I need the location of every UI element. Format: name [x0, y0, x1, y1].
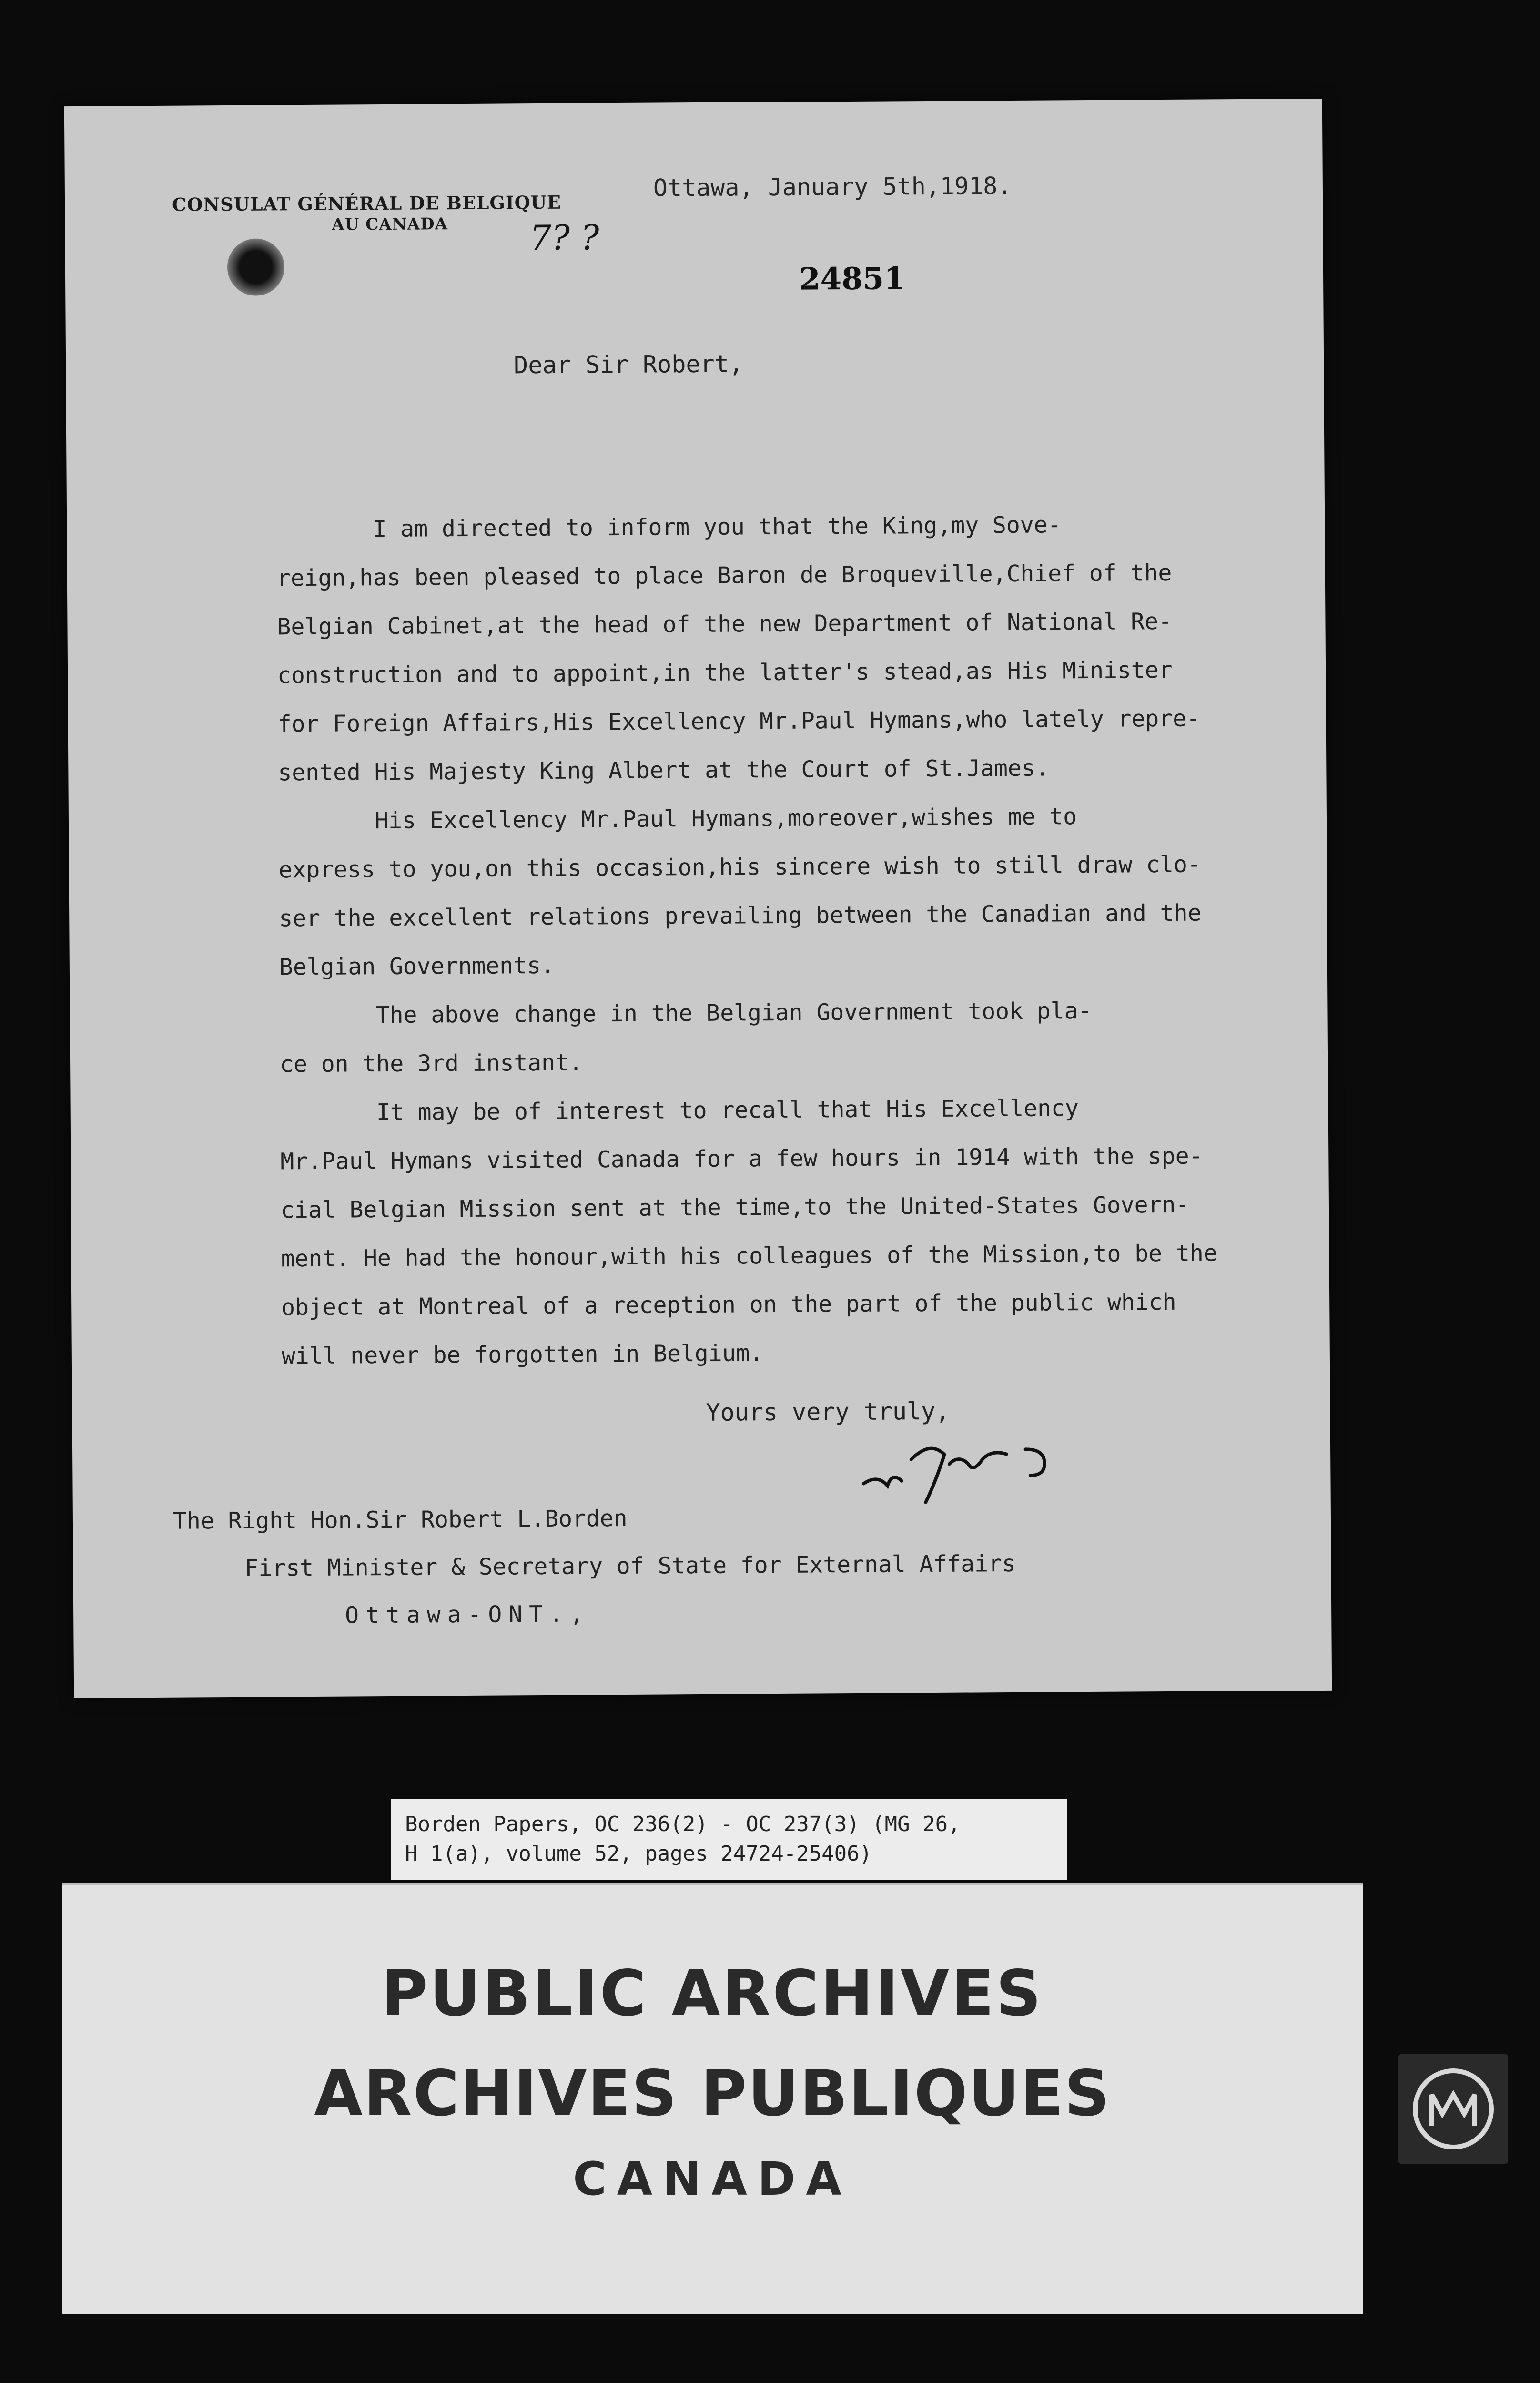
- body-line: ser the excellent relations prevailing between the Canadian and the: [279, 899, 1202, 932]
- body-line: The above change in the Belgian Government took pla-: [279, 997, 1092, 1029]
- archives-card: [62, 1883, 1363, 2314]
- paragraph: [280, 1083, 1282, 1381]
- body-line: Belgian Governments.: [279, 952, 555, 981]
- body-line: It may be of interest to recall that His Excellency: [280, 1095, 1079, 1127]
- body-line: for Foreign Affairs,His Excellency Mr.Paul Hymans,who lately repre-: [277, 705, 1201, 738]
- handwritten-number: 7? ?: [529, 217, 599, 258]
- letterhead-line2: AU CANADA: [332, 214, 448, 234]
- body-line: express to you,on this occasion,his sincere wish to still draw clo-: [278, 851, 1201, 884]
- archives-line3: CANADA: [573, 2152, 852, 2206]
- body-line: construction and to appoint,in the latter's stead,as His Minister: [277, 656, 1173, 689]
- letterhead-line1: CONSULAT GÉNÉRAL DE BELGIQUE: [172, 191, 562, 215]
- body-line: cial Belgian Mission sent at the time,to the United-States Govern-: [280, 1191, 1190, 1224]
- archives-line1: PUBLIC ARCHIVES: [381, 1957, 1044, 2030]
- paragraph: [278, 791, 1280, 992]
- archives-line2: ARCHIVES PUBLIQUES: [314, 2057, 1111, 2130]
- body-line: Belgian Cabinet,at the head of the new Department of National Re-: [277, 608, 1173, 641]
- document-number: 24851: [799, 261, 905, 297]
- body-line: reign,has been pleased to place Baron de Broqueville,Chief of the: [276, 559, 1172, 592]
- salutation: Dear Sir Robert,: [513, 350, 743, 379]
- paragraph: [279, 986, 1280, 1089]
- paragraph: [276, 499, 1279, 797]
- citation-label: [391, 1799, 1067, 1880]
- body-line: ce on the 3rd instant.: [279, 1049, 583, 1078]
- body-line: will never be forgotten in Belgium.: [281, 1340, 764, 1370]
- citation-line1: Borden Papers, OC 236(2) - OC 237(3) (MG 26,: [405, 1812, 961, 1836]
- letter-body: [276, 499, 1282, 1381]
- addressee-line2: First Minister & Secretary of State for External Affairs: [244, 1550, 1016, 1582]
- addressee-line3: Ottawa-ONT.,: [345, 1600, 591, 1629]
- body-line: ment. He had the honour,with his colleagues of the Mission,to be the: [281, 1240, 1217, 1273]
- addressee-line1: The Right Hon.Sir Robert L.Borden: [172, 1505, 628, 1535]
- archives-logo-icon: [1398, 2054, 1508, 2164]
- addressee-block: [173, 1492, 1016, 1640]
- body-line: I am directed to inform you that the King,my Sove-: [276, 511, 1062, 543]
- closing: Yours very truly,: [706, 1397, 950, 1426]
- letter-page: [64, 99, 1332, 1698]
- letter-date: Ottawa, January 5th,1918.: [653, 172, 1012, 202]
- ink-blot: [227, 238, 285, 296]
- citation-line2: H 1(a), volume 52, pages 24724-25406): [405, 1842, 872, 1866]
- body-line: Mr.Paul Hymans visited Canada for a few hours in 1914 with the spe-: [280, 1142, 1203, 1175]
- body-line: His Excellency Mr.Paul Hymans,moreover,wishes me to: [278, 803, 1077, 835]
- body-line: sented His Majesty King Albert at the Court of St.James.: [278, 754, 1049, 786]
- body-line: object at Montreal of a reception on the part of the public which: [281, 1288, 1176, 1321]
